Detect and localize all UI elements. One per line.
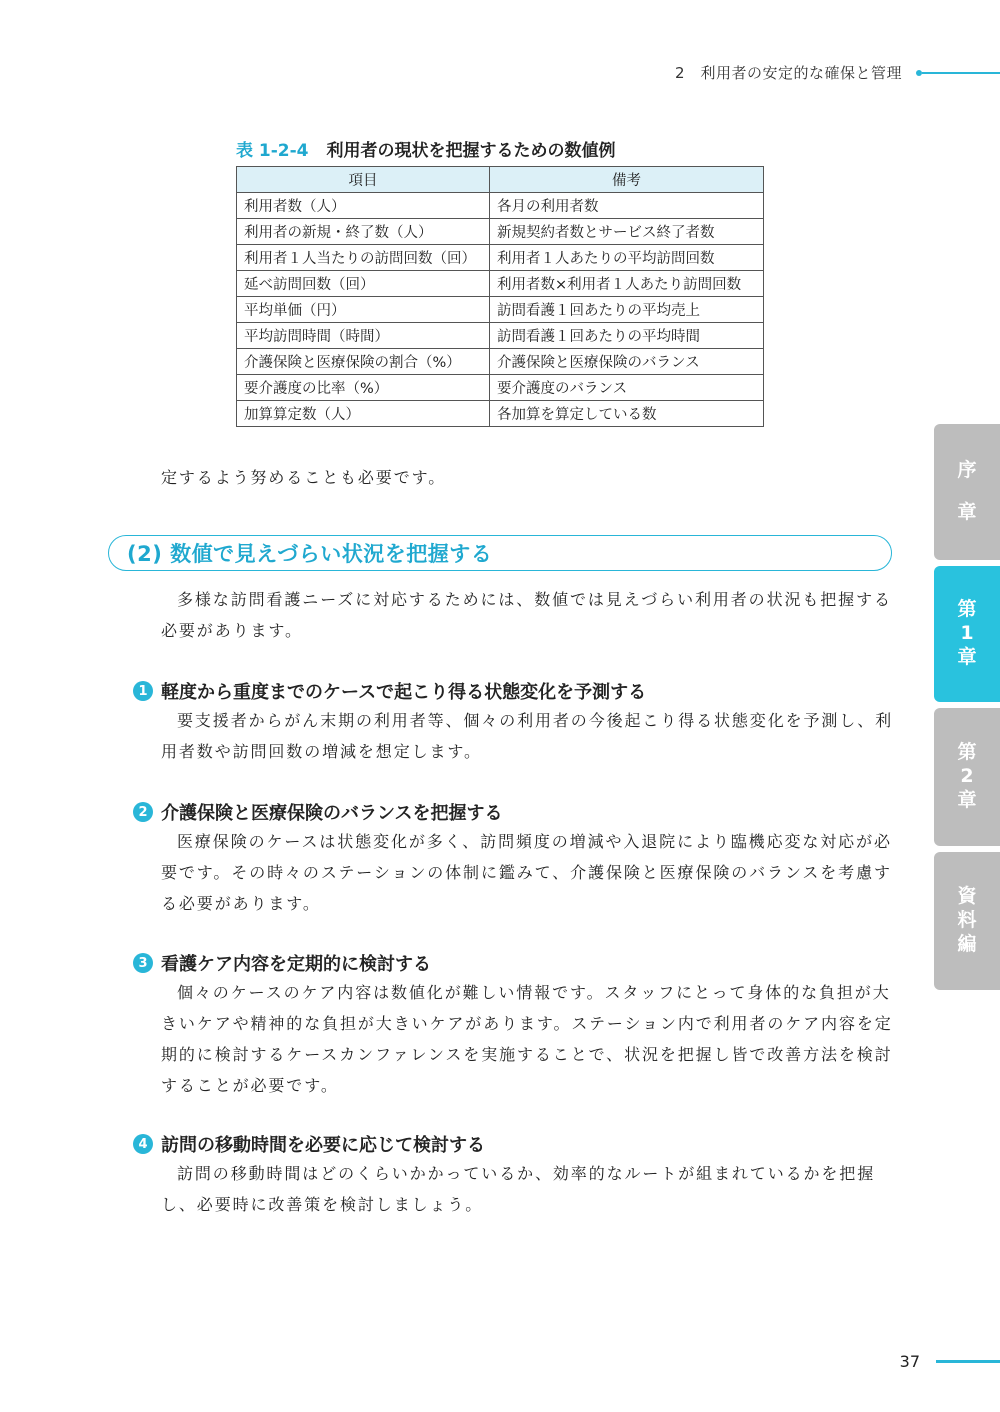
table-cell-item: 利用者の新規・終了数（人） [237,219,490,245]
table-cell-note: 利用者１人あたりの平均訪問回数 [490,245,764,271]
table-row [237,193,764,219]
tab-char: 序 [957,459,977,482]
table-cell-note: 訪問看護１回あたりの平均時間 [490,323,764,349]
number-circle-icon: 3 [133,953,153,973]
running-header [260,62,1000,83]
chapter-tab-2[interactable] [934,708,1000,846]
subsection-title: 看護ケア内容を定期的に検討する [161,954,431,975]
subsection-title: 介護保険と医療保険のバランスを把握する [161,803,503,824]
tab-char: 章 [957,501,977,523]
table-row [237,271,764,297]
subsection-heading-3 [133,950,431,976]
tab-char: 編 [957,932,977,955]
tab-char: 第 [957,598,977,621]
table-row [237,349,764,375]
table-row [237,323,764,349]
table-cell-note: 訪問看護１回あたりの平均売上 [490,297,764,323]
table-number: 表 1-2-4 [236,141,309,161]
number-circle-icon: 1 [133,681,153,701]
tab-char: 章 [957,788,977,811]
table-cell-item: 利用者数（人） [237,193,490,219]
table-cell-item: 要介護度の比率（%） [237,375,490,401]
tab-char: 2 [960,765,974,788]
subsection-title: 軽度から重度までのケースで起こり得る状態変化を予測する [161,682,647,703]
table-cell-item: 延べ訪問回数（回） [237,271,490,297]
table-cell-item: 利用者１人当たりの訪問回数（回） [237,245,490,271]
intro-paragraph: 定するよう努めることも必要です。 [161,468,447,487]
section-title: (2) 数値で見えづらい状況を把握する [127,542,493,566]
table-cell-item: 介護保険と医療保険の割合（%） [237,349,490,375]
table-row [237,375,764,401]
table-row [237,219,764,245]
subsection-body-2: 医療保険のケースは状態変化が多く、訪問頻度の増減や入退院により臨機応変な対応が必要です。その時々のステーションの体制に鑑みて、介護保険と医療保険のバランスを考慮する必要があります。 [161,832,892,913]
table-cell-item: 加算算定数（人） [237,401,490,427]
subsection-heading-2 [133,799,502,825]
subsection-body-4: 訪問の移動時間はどのくらいかかっているか、効率的なルートが組まれているかを把握し、必要時に改善策を検討しましょう。 [161,1164,876,1214]
table-header-note: 備考 [490,167,764,193]
tab-char: 第 [957,741,977,764]
tab-char: 章 [957,645,977,668]
chapter-tab-preface[interactable] [934,424,1000,560]
table-cell-note: 新規契約者数とサービス終了者数 [490,219,764,245]
page-footer [880,1352,1000,1371]
section-lead-paragraph: 多様な訪問看護ニーズに対応するためには、数値では見えづらい利用者の状況も把握する必要があります。 [161,590,892,640]
table-row [237,297,764,323]
subsection-body-1: 要支援者からがん末期の利用者等、個々の利用者の今後起こり得る状態変化を予測し、利用者数や訪問回数の増減を想定します。 [161,711,894,761]
table-caption [236,136,616,161]
table-cell-item: 平均単価（円） [237,297,490,323]
data-table [236,166,764,427]
subsection-heading-4 [133,1131,485,1157]
tab-char: 1 [960,622,974,645]
number-circle-icon: 4 [133,1134,153,1154]
table-cell-note: 各月の利用者数 [490,193,764,219]
number-circle-icon: 2 [133,802,153,822]
subsection-body-3: 個々のケースのケア内容は数値化が難しい情報です。スタッフにとって身体的な負担が大きいケアや精神的な負担が大きいケアがあります。ステーション内で利用者のケア内容を定期的に検討するケースカンファレンスを実施することで、状況を把握し皆で改善方法を検討することが必要です。 [161,983,893,1095]
subsection-heading-1 [133,678,646,704]
section-heading [108,535,892,571]
chapter-tab-appendix[interactable] [934,852,1000,990]
header-rule-bar [922,72,1000,74]
footer-rule [936,1360,1000,1363]
page-number: 37 [899,1352,920,1371]
subsection-title: 訪問の移動時間を必要に応じて検討する [161,1135,485,1156]
table-header-item: 項目 [237,167,490,193]
table-row [237,245,764,271]
tab-char: 料 [957,909,977,932]
chapter-tab-1[interactable] [934,566,1000,702]
table-cell-note: 各加算を算定している数 [490,401,764,427]
table-cell-item: 平均訪問時間（時間） [237,323,490,349]
header-rule [916,70,1000,76]
running-head-text: 2 利用者の安定的な確保と管理 [674,64,902,82]
tab-char: 資 [957,885,977,908]
table-title: 利用者の現状を把握するための数値例 [326,141,616,161]
table-cell-note: 介護保険と医療保険のバランス [490,349,764,375]
table-header-row [237,167,764,193]
table-cell-note: 要介護度のバランス [490,375,764,401]
table-row [237,401,764,427]
table-cell-note: 利用者数×利用者１人あたり訪問回数 [490,271,764,297]
